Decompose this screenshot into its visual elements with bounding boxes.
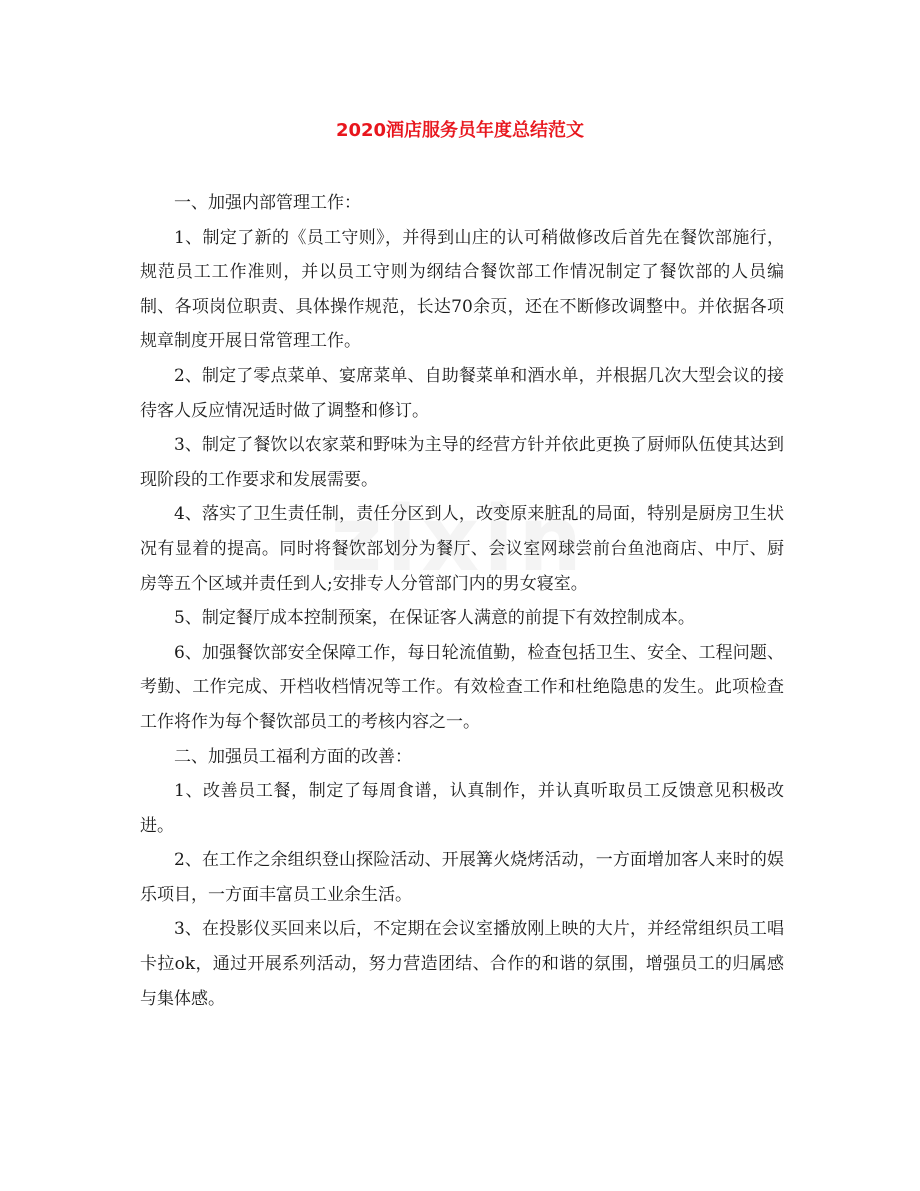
paragraph-1-2: 2、制定了零点菜单、宴席菜单、自助餐菜单和酒水单，并根据几次大型会议的接待客人反应情况适时做了调整和修订。 <box>140 365 784 421</box>
paragraph-1-3: 3、制定了餐饮以农家菜和野味为主导的经营方针并依此更换了厨师队伍使其达到现阶段的工作要求和发展需要。 <box>140 435 784 490</box>
paragraph-2-1: 1、改善员工餐，制定了每周食谱，认真制作，并认真听取员工反馈意见积极改进。 <box>140 781 784 836</box>
paragraph-1-4: 4、落实了卫生责任制，责任分区到人，改变原来脏乱的局面，特别是厨房卫生状况有显着的提高。同时将餐饮部划分为餐厅、会议室网球尝前台鱼池商店、中厅、厨房等五个区域并责任到人;安排专人分管部门内的男女寝室。 <box>140 504 784 594</box>
section-heading-1: 一、加强内部管理工作： <box>174 193 361 213</box>
document-body <box>140 186 784 1016</box>
paragraph-2-2: 2、在工作之余组织登山探险活动、开展篝火烧烤活动，一方面增加客人来时的娱乐项目，一方面丰富员工业余生活。 <box>140 850 784 905</box>
section-heading-2: 二、加强员工福利方面的改善： <box>174 746 412 767</box>
document-title: 2020酒店服务员年度总结范文 <box>335 120 585 141</box>
paragraph-2-3: 3、在投影仪买回来以后，不定期在会议室播放刚上映的大片，并经常组织员工唱卡拉ok，通过开展系列活动，努力营造团结、合作的和谐的氛围，增强员工的归属感与集体感。 <box>140 919 784 1009</box>
paragraph-1-1: 1、制定了新的《员工守则》，并得到山庄的认可稍做修改后首先在餐饮部施行，规范员工工作准则，并以员工守则为纲结合餐饮部工作情况制定了餐饮部的人员编制、各项岗位职责、具体操作规范，长达70余页，还在不断修改调整中。并依据各项规章制度开展日常管理工作。 <box>140 227 784 352</box>
paragraph-1-5: 5、制定餐厅成本控制预案，在保证客人满意的前提下有效控制成本。 <box>174 608 695 629</box>
paragraph-1-6: 6、加强餐饮部安全保障工作，每日轮流值勤，检查包括卫生、安全、工程问题、考勤、工作完成、开档收档情况等工作。有效检查工作和杜绝隐患的发生。此项检查工作将作为每个餐饮部员工的考核内容之一。 <box>140 642 784 732</box>
